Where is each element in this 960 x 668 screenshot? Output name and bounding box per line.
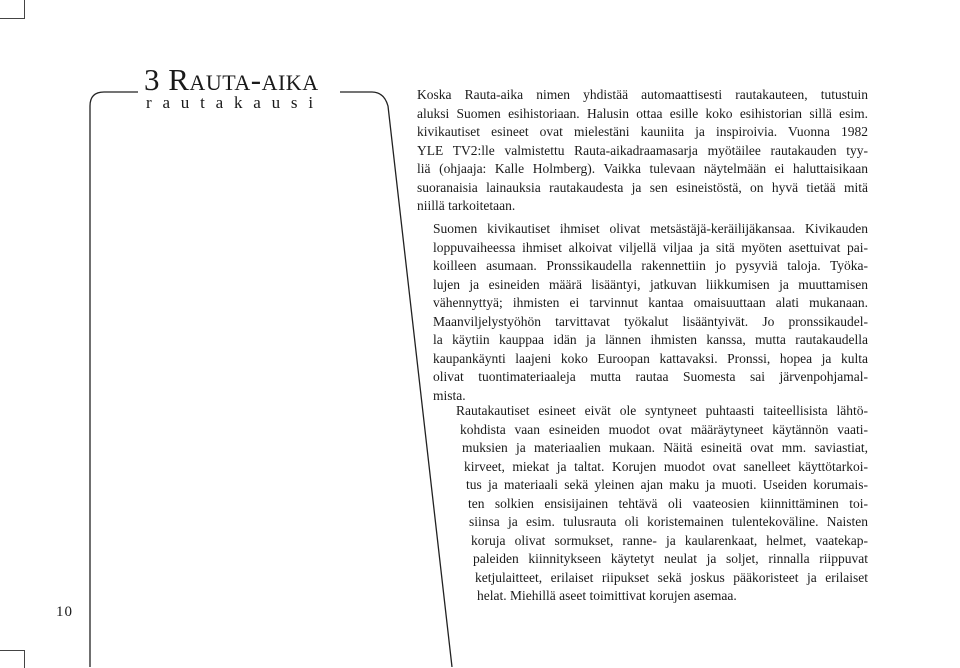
paragraph-line: tus ja materiaali sekä yleinen ajan maku ja muoti. Useiden korumais-	[466, 477, 868, 492]
paragraph-line: YLE TV2:lle valmistettu Rauta-aikadraamasarja myötäilee rautakauden tyy-	[417, 142, 868, 158]
paragraph-line: kirveet, miekat ja taltat. Korujen muodot ovat sanelleet käyttötarkoi-	[464, 458, 868, 474]
paragraph-line: niillä tarkoitetaan.	[417, 198, 516, 213]
paragraph-iron-age-objects	[456, 402, 868, 606]
paragraph-line: muksien ja materiaalien mukaan. Näitä esineitä ovat mm. saviastiat,	[462, 440, 868, 455]
paragraph-line: kohdista vaan esineiden muodot ovat määräytyneet käytännön vaati-	[460, 421, 868, 437]
chapter-number: 3	[144, 62, 160, 97]
paragraph-line: ten solkien ensisijainen tehtävä oli vaateosien kiinnittäminen toi-	[468, 495, 868, 511]
paragraph-line: koruja olivat sormukset, ranne- ja kaularenkaat, helmet, vaatekap-	[471, 532, 868, 548]
paragraph-intro	[417, 86, 868, 216]
paragraph-line: paleiden kiinnitykseen käytetyt neulat ja soljet, rinnalla riippuvat	[473, 551, 868, 566]
paragraph-stone-age	[433, 220, 868, 405]
paragraph-line: kaupankäynti laajeni koko Euroopan kattavaksi. Pronssi, hopea ja kulta	[433, 350, 868, 366]
paragraph-line: Maanviljelystyöhön tarvittavat työkalut lisääntyivät. Jo pronssikaudel-	[433, 313, 868, 329]
paragraph-line: olivat tuontimateriaaleja mutta rautaa Suomesta sai järvenpohjamal-	[433, 369, 868, 384]
paragraph-line: la käytiin kauppaa idän ja lännen ihmisten kanssa, mutta rautakaudella	[433, 332, 868, 347]
paragraph-line: Rautakautiset esineet eivät ole syntyneet puhtaasti taiteellisista lähtö-	[456, 403, 868, 418]
paragraph-line: suoranaisia lainauksia rautakaudesta ja sen esineistöstä, on hyvä tietää mitä	[417, 179, 868, 195]
paragraph-line: loppuvaiheessa ihmiset alkoivat viljellä viljaa ja sitä myöten asettuivat pai-	[433, 239, 868, 255]
paragraph-line: mista.	[433, 387, 466, 403]
paragraph-line: siinsa ja esim. tulusrauta oli koristemainen tulentekoväline. Naisten	[469, 514, 868, 529]
paragraph-line: Koska Rauta-aika nimen yhdistää automaattisesti rautakauteen, tutustuin	[417, 87, 868, 102]
chapter-title-text: Rauta-aika	[168, 62, 319, 97]
paragraph-line: helat. Miehillä aseet toimittivat korujen asemaa.	[477, 588, 737, 603]
paragraph-line: lujen ja esineiden määrä lisääntyi, jatkuvan liikkumisen ja muuttamisen	[433, 276, 868, 292]
frame-outline	[90, 92, 452, 667]
paragraph-line: vähennyttyä; ihmisten ei tarvinnut kantaa omaisuuttaan alati mukanaan.	[433, 295, 868, 310]
chapter-subtitle: rautakausi	[146, 93, 324, 112]
page-number: 10	[56, 604, 73, 620]
paragraph-line: liä (ohjaaja: Kalle Holmberg). Vaikka tulevaan näytelmään ei haluttaisikaan	[417, 161, 868, 176]
paragraph-line: koilleen asumaan. Pronssikaudella rakennettiin jo pysyviä taloja. Työka-	[433, 258, 868, 273]
paragraph-line: ketjulaitteet, erilaiset riipukset sekä joskus pääkoristeet ja erilaiset	[475, 569, 868, 585]
paragraph-line: aluksi Suomen esihistoriaan. Halusin ottaa esille koko esihistorian sillä esim.	[417, 105, 868, 121]
paragraph-line: Suomen kivikautiset ihmiset olivat metsästäjä-keräilijäkansaa. Kivikauden	[433, 221, 868, 236]
paragraph-line: kivikautiset esineet ovat mielestäni kauniita ja inspiroivia. Vuonna 1982	[417, 124, 868, 139]
